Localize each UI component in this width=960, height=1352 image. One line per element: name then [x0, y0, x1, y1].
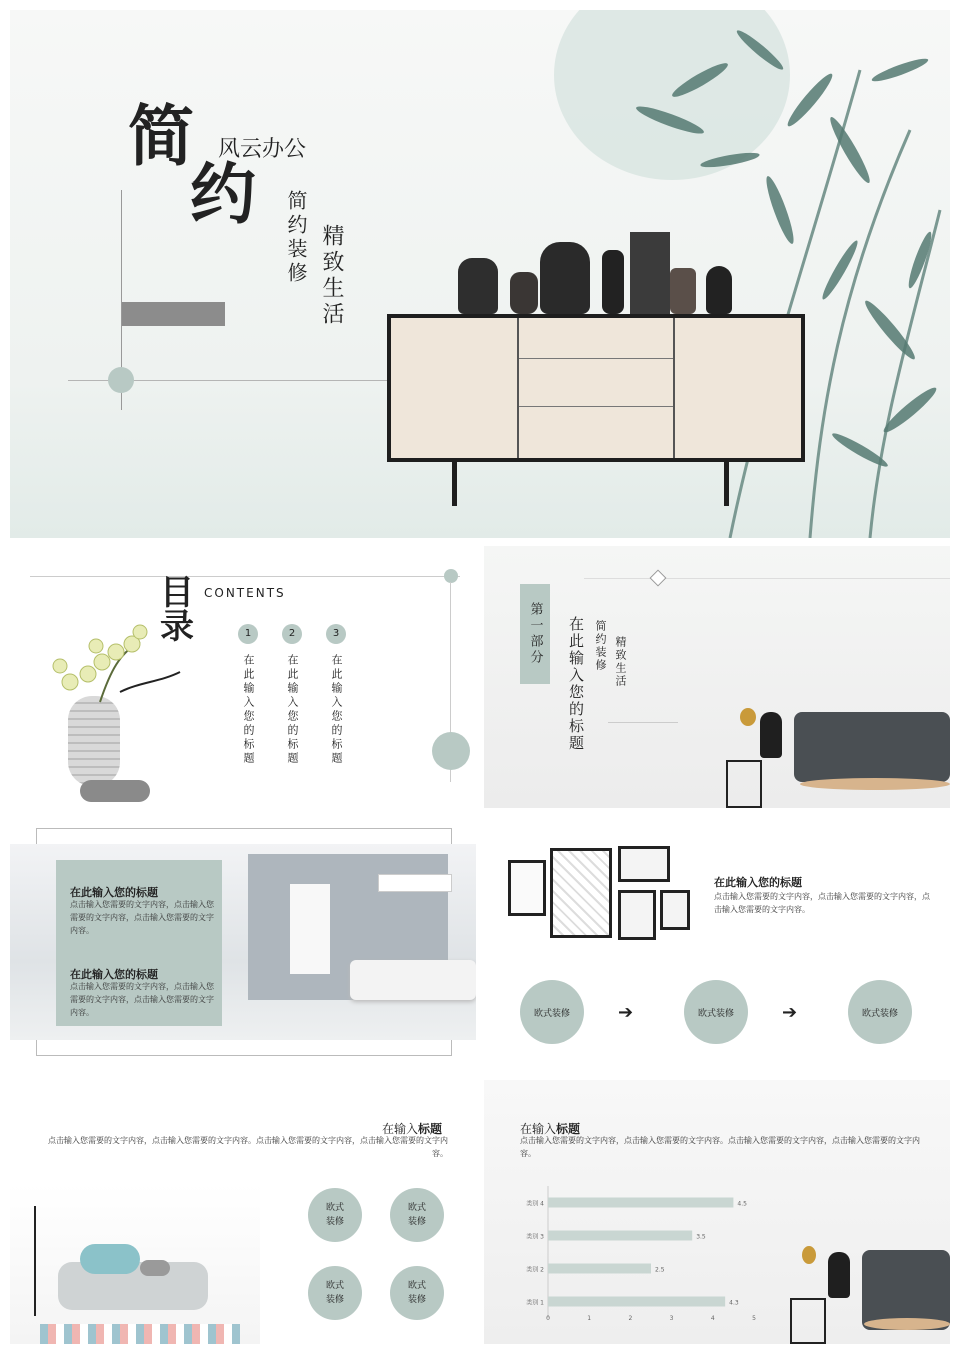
toc-num-2-circle: 2 [282, 624, 302, 644]
bottom-circle [432, 732, 470, 770]
vertical-text-1: 简约装修 [284, 190, 308, 286]
chart-value-label: 2.5 [655, 1266, 665, 1274]
chart-x-tick: 2 [628, 1315, 633, 1322]
lamp [802, 1246, 816, 1264]
text-panel [56, 860, 222, 1026]
toc-num-3-circle: 3 [326, 624, 346, 644]
slide7-body: 点击输入您需要的文字内容，点击输入您需要的文字内容。点击输入您需要的文字内容，点击输入您需要的文字内容。 [520, 1136, 920, 1158]
chart-x-tick: 5 [752, 1315, 756, 1322]
circle-2[interactable]: 欧式装修 [390, 1188, 444, 1242]
part-title: 在此输入您的标题 [567, 616, 585, 752]
cabinet-leg-right [724, 462, 729, 506]
chart-bar [548, 1198, 733, 1208]
frame-4 [618, 890, 656, 940]
chart-bar [548, 1264, 651, 1274]
vase-7 [706, 266, 732, 314]
title-jian: 简 [128, 98, 194, 175]
frame-1 [508, 860, 546, 916]
arrow-icon-2: ➔ [782, 1002, 798, 1023]
sofa [794, 712, 950, 782]
chart-x-tick: 3 [669, 1315, 674, 1322]
lamp [740, 708, 756, 726]
side-table [790, 1298, 826, 1344]
chart-category-label: 类别 4 [526, 1200, 544, 1208]
diamond-icon [650, 570, 667, 587]
slide-chart [484, 1080, 950, 1344]
slide-cover [10, 10, 950, 538]
chart-value-label: 4.5 [737, 1200, 747, 1208]
chart-category-label: 类别 3 [526, 1233, 544, 1241]
part-label: 第一部分 [520, 584, 550, 684]
title-yue: 约 [190, 156, 256, 233]
chart-x-tick: 1 [587, 1315, 592, 1322]
chart-category-label: 类别 1 [526, 1299, 544, 1307]
chart-value-label: 3.5 [696, 1233, 706, 1241]
orchid-flowers [40, 622, 190, 712]
vase-branches [760, 712, 782, 758]
vase-1 [458, 258, 498, 314]
side-table [726, 760, 762, 808]
slide-part-one [484, 546, 950, 808]
vase-3 [540, 242, 590, 314]
vase-2 [510, 272, 538, 314]
chart-bar [548, 1231, 692, 1241]
step-circle-3[interactable]: 欧式装修 [848, 980, 912, 1044]
circle-3[interactable]: 欧式装修 [308, 1266, 362, 1320]
vase-4 [602, 250, 624, 314]
coffee-table [864, 1318, 950, 1330]
bar-chart [504, 1180, 784, 1330]
step-circle-1[interactable]: 欧式装修 [520, 980, 584, 1044]
part-vertical-2: 精致生活 [614, 636, 627, 688]
slide7-title: 在输入标题 [520, 1122, 581, 1136]
vase-branches [828, 1252, 850, 1298]
top-circle [444, 569, 458, 583]
step-circle-2[interactable]: 欧式装修 [684, 980, 748, 1044]
toc-item-2[interactable]: 在此输入您的标题 [286, 654, 299, 766]
block-2-body: 点击输入您需要的文字内容，点击输入您需要的文字内容，点击输入您需要的文字内容。 [70, 982, 214, 1017]
process-body: 点击输入您需要的文字内容，点击输入您需要的文字内容，点击输入您需要的文字内容。 [714, 892, 930, 914]
chart-category-label: 类别 2 [526, 1266, 544, 1274]
brand-text: 风云办公 [218, 137, 307, 162]
slide-process [484, 818, 950, 1064]
arrow-icon-1: ➔ [618, 1002, 634, 1023]
chart-bar [548, 1297, 725, 1307]
vase-6 [670, 268, 696, 314]
top-line [30, 576, 460, 577]
toc-item-3[interactable]: 在此输入您的标题 [330, 654, 343, 766]
chart-value-label: 4.3 [729, 1299, 739, 1307]
slide6-title: 在输入标题 [381, 1122, 442, 1136]
toc-title: 目录 [160, 573, 194, 647]
toc-num-1-circle: 1 [238, 624, 258, 644]
toc-item-1[interactable]: 在此输入您的标题 [242, 654, 255, 766]
chart-x-tick: 4 [710, 1315, 715, 1322]
circle-1[interactable]: 欧式装修 [308, 1188, 362, 1242]
slide-circles [10, 1074, 476, 1344]
living-room-photo [10, 1184, 260, 1344]
short-line [608, 722, 678, 723]
block-1-title: 在此输入您的标题 [70, 886, 158, 899]
block-1-body: 点击输入您需要的文字内容，点击输入您需要的文字内容，点击输入您需要的文字内容。 [70, 900, 214, 935]
frame-5 [660, 890, 690, 930]
cabinet-leg-left [452, 462, 457, 506]
process-title: 在此输入您的标题 [714, 876, 802, 889]
gray-block [122, 302, 225, 326]
frame-2 [550, 848, 612, 938]
vase-5 [630, 232, 670, 314]
stones [80, 780, 150, 802]
toc-subtitle: CONTENTS [204, 586, 286, 600]
coffee-table [800, 778, 950, 790]
part-vertical-1: 简约装修 [594, 620, 607, 672]
slide6-body: 点击输入您需要的文字内容，点击输入您需要的文字内容。点击输入您需要的文字内容，点击输入您需要的文字内容。 [48, 1136, 448, 1158]
cabinet [387, 314, 805, 462]
block-2-title: 在此输入您的标题 [70, 968, 158, 981]
vertical-text-2: 精致生活 [319, 224, 344, 328]
circle-4[interactable]: 欧式装修 [390, 1266, 444, 1320]
chart-x-tick: 0 [546, 1315, 550, 1322]
slide-text-blocks [10, 818, 476, 1064]
slide-contents [10, 546, 476, 808]
accent-circle [108, 367, 134, 393]
top-line [584, 578, 950, 579]
frame-3 [618, 846, 670, 882]
